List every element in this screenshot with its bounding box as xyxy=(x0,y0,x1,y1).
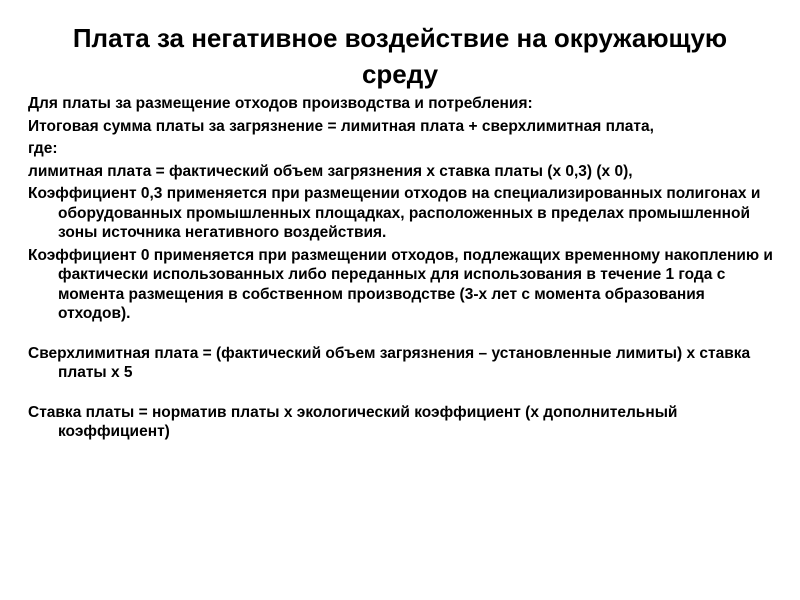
spacer xyxy=(28,327,778,344)
paragraph-coefficient-0: Коэффициент 0 применяется при размещении отходов, подлежащих временному накоплению и фактически использованных либо переданных для использования в течение 1 года с момента размещения в собственном производстве (3-х лет с момента образования отходов). xyxy=(28,246,773,322)
paragraph-where: где: xyxy=(28,140,58,157)
slide-body xyxy=(28,94,778,445)
paragraph-limit-fee-formula: лимитная плата = фактический объем загрязнения х ставка платы (х 0,3) (х 0), xyxy=(28,162,633,180)
paragraph-coefficient-0-3: Коэффициент 0,3 применяется при размещении отходов на специализированных полигонах и оборудованных промышленных площадках, расположенных в пределах промышленной зоны источника негативного воздействия. xyxy=(28,185,761,241)
paragraph-fee-rate-formula: Ставка платы = норматив платы х экологический коэффициент (х дополнительный коэффициент) xyxy=(28,403,678,440)
slide-title: Плата за негативное воздействие на окружающую среду xyxy=(72,23,728,89)
paragraph-waste-fee-intro: Для платы за размещение отходов производства и потребления: xyxy=(28,95,533,112)
paragraph-total-fee-formula: Итоговая сумма платы за загрязнение = лимитная плата + сверхлимитная плата, xyxy=(28,117,654,135)
paragraph-excess-fee-formula: Сверхлимитная плата = (фактический объем загрязнения – установленные лимиты) х ставка платы х 5 xyxy=(28,344,751,381)
spacer xyxy=(28,386,778,403)
